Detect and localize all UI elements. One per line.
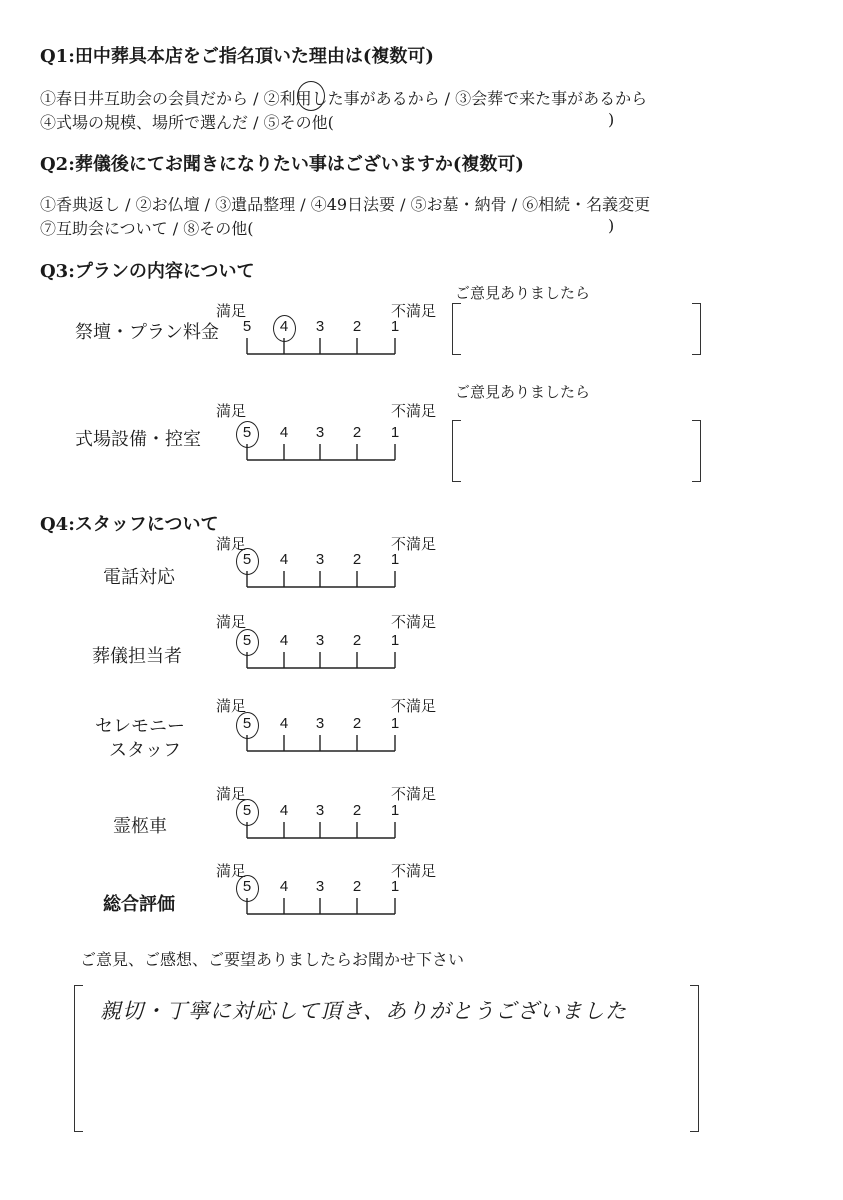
scale-low-label: 不満足	[391, 862, 437, 880]
q2-other-close: )	[608, 216, 615, 235]
scale-option-1[interactable]: 1	[390, 632, 400, 649]
scale-option-1[interactable]: 1	[390, 551, 400, 568]
q1-title: Q1:田中葬具本店をご指名頂いた理由は(複数可)	[40, 46, 434, 67]
scale-option-3[interactable]: 3	[315, 551, 325, 568]
scale-option-3[interactable]: 3	[315, 424, 325, 441]
q3-comment-label-2: ご意見ありましたら	[455, 383, 591, 401]
scale-option-2[interactable]: 2	[352, 878, 362, 895]
scale-option-5[interactable]: 5	[242, 802, 252, 819]
comments-prompt: ご意見、ご感想、ご要望ありましたらお聞かせ下さい	[80, 950, 465, 969]
scale-option-2[interactable]: 2	[352, 632, 362, 649]
scale-option-4[interactable]: 4	[279, 715, 289, 732]
scale-high-label: 満足	[216, 613, 247, 631]
scale-high-label: 満足	[216, 302, 247, 320]
scale-option-5[interactable]: 5	[242, 551, 252, 568]
scale-option-1[interactable]: 1	[390, 318, 400, 335]
scale-option-3[interactable]: 3	[315, 715, 325, 732]
scale-option-4[interactable]: 4	[279, 424, 289, 441]
scale-option-1[interactable]: 1	[390, 715, 400, 732]
scale-low-label: 不満足	[391, 302, 437, 320]
rating-row-label: 祭壇・プラン料金	[75, 322, 219, 343]
scale-option-1[interactable]: 1	[390, 802, 400, 819]
scale-option-2[interactable]: 2	[352, 802, 362, 819]
scale-option-4[interactable]: 4	[279, 318, 289, 335]
scale-option-2[interactable]: 2	[352, 551, 362, 568]
scale-option-1[interactable]: 1	[390, 878, 400, 895]
q1-options-line1[interactable]: ①春日井互助会の会員だから / ②利用した事があるから / ③会葬で来た事があるから	[40, 89, 648, 108]
scale-low-label: 不満足	[391, 785, 437, 803]
q3-comment-label-1: ご意見ありましたら	[455, 284, 591, 302]
scale-option-4[interactable]: 4	[279, 551, 289, 568]
scale-option-3[interactable]: 3	[315, 878, 325, 895]
scale-option-2[interactable]: 2	[352, 424, 362, 441]
q1-options-line2[interactable]: ④式場の規模、場所で選んだ / ⑤その他(	[40, 113, 334, 132]
q2-title: Q2:葬儀後にてお聞きになりたい事はございますか(複数可)	[40, 154, 524, 175]
scale-option-5[interactable]: 5	[242, 424, 252, 441]
scale-option-4[interactable]: 4	[279, 878, 289, 895]
handwritten-comment: 親切・丁寧に対応して頂き、ありがとうございました	[100, 999, 628, 1023]
q2-options-line2[interactable]: ⑦互助会について / ⑧その他(	[40, 219, 254, 238]
rating-row-label: セレモニー	[95, 716, 185, 737]
q3-title: Q3:プランの内容について	[40, 261, 255, 282]
q1-other-close: )	[608, 110, 615, 129]
scale-option-3[interactable]: 3	[315, 632, 325, 649]
scale-low-label: 不満足	[391, 613, 437, 631]
rating-row-label: 式場設備・控室	[75, 429, 201, 450]
q2-options-line1[interactable]: ①香典返し / ②お仏壇 / ③遺品整理 / ④49日法要 / ⑤お墓・納骨 / ⑥相続・名義変更	[40, 195, 651, 214]
scale-option-5[interactable]: 5	[242, 878, 252, 895]
scale-low-label: 不満足	[391, 402, 437, 420]
scale-high-label: 満足	[216, 785, 247, 803]
scale-option-1[interactable]: 1	[390, 424, 400, 441]
scale-option-5[interactable]: 5	[242, 318, 252, 335]
scale-option-4[interactable]: 4	[279, 802, 289, 819]
q4-title: Q4:スタッフについて	[40, 514, 219, 535]
scale-option-3[interactable]: 3	[315, 802, 325, 819]
scale-high-label: 満足	[216, 535, 247, 553]
rating-row-label: 霊柩車	[113, 816, 167, 837]
rating-row-label: 総合評価	[103, 894, 175, 915]
scale-option-5[interactable]: 5	[242, 715, 252, 732]
scale-high-label: 満足	[216, 862, 247, 880]
scale-low-label: 不満足	[391, 535, 437, 553]
scale-high-label: 満足	[216, 697, 247, 715]
rating-row-label: 葬儀担当者	[92, 646, 182, 667]
scale-option-4[interactable]: 4	[279, 632, 289, 649]
scale-option-5[interactable]: 5	[242, 632, 252, 649]
scale-low-label: 不満足	[391, 697, 437, 715]
scale-option-3[interactable]: 3	[315, 318, 325, 335]
rating-row-label: 電話対応	[103, 567, 175, 588]
rating-row-label-line2: スタッフ	[109, 740, 181, 761]
scale-option-2[interactable]: 2	[352, 715, 362, 732]
scale-high-label: 満足	[216, 402, 247, 420]
scale-option-2[interactable]: 2	[352, 318, 362, 335]
